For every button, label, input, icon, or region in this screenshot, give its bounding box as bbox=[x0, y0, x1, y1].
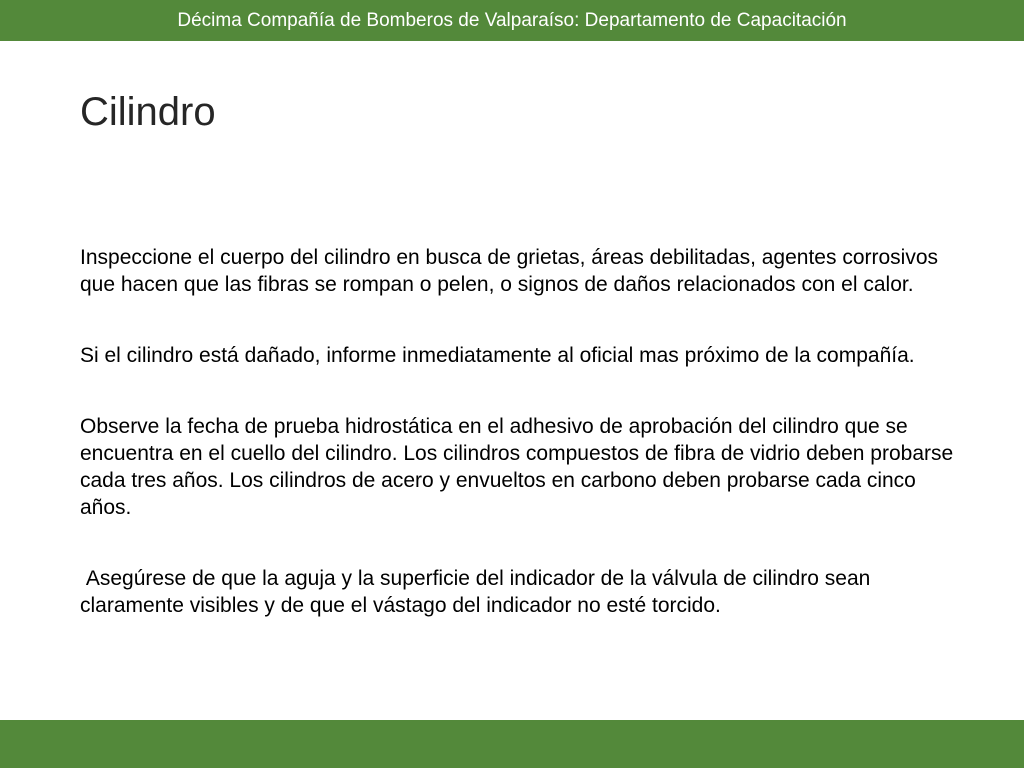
footer-bar bbox=[0, 720, 1024, 768]
body-paragraph-2: Si el cilindro está dañado, informe inmediatamente al oficial mas próximo de la compañía. bbox=[80, 344, 915, 367]
header-text: Décima Compañía de Bomberos de Valparaíso: Departamento de Capacitación bbox=[177, 9, 847, 31]
slide-title: Cilindro bbox=[80, 90, 216, 134]
body-paragraph-1: Inspeccione el cuerpo del cilindro en busca de grietas, áreas debilitadas, agentes corrosivos que hacen que las fibras se rompan o pelen, o signos de daños relacionados con el calor. bbox=[80, 246, 939, 296]
slide-body bbox=[80, 244, 960, 619]
header-bar bbox=[0, 0, 1024, 41]
body-paragraph-4: Asegúrese de que la aguja y la superficie del indicador de la válvula de cilindro sean claramente visibles y de que el vástago del indicador no esté torcido. bbox=[80, 567, 877, 617]
body-paragraph-3: Observe la fecha de prueba hidrostática en el adhesivo de aprobación del cilindro que se encuentra en el cuello del cilindro. Los cilindros compuestos de fibra de vidrio deben probarse cada tres años. Los cilindros de acero y envueltos en carbono deben probarse cada cinco años. bbox=[80, 415, 954, 519]
